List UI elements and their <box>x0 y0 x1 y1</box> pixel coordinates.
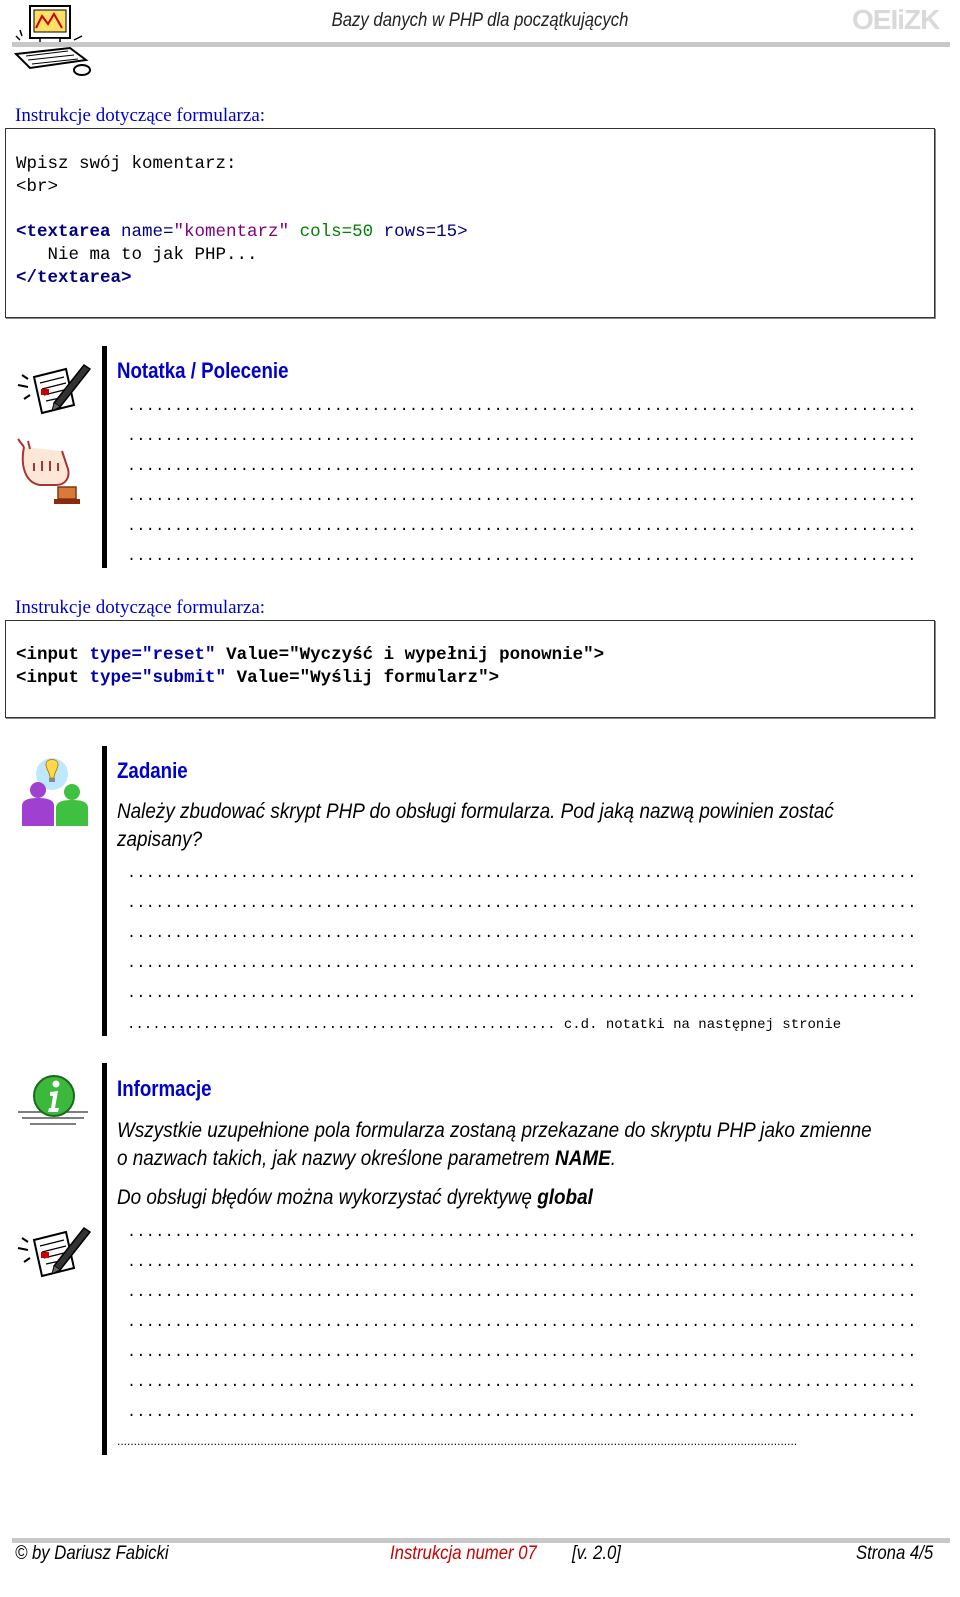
code-box-inputs <box>5 620 935 718</box>
dot-line: .................................................................................... <box>127 985 917 1002</box>
code-text: Nie ma to jak PHP... <box>16 245 258 265</box>
stamp-hand-icon <box>16 437 82 507</box>
dot-line: .................................................................................... <box>127 458 917 475</box>
dot-line: .................................................................................... <box>127 895 917 912</box>
people-idea-icon <box>16 756 94 830</box>
code-text: <br> <box>16 177 59 197</box>
code-text: Value="Wyczyść i wypełnij ponownie"> <box>226 645 605 665</box>
info-text-line <box>117 1184 593 1212</box>
info-panel-title: Informacje <box>117 1076 212 1101</box>
task-text-line: Należy zbudować skrypt PHP do obsługi formularza. Pod jaką nazwą powinien zostać <box>117 800 834 823</box>
code-line <box>16 153 237 176</box>
dot-line: .................................................................................... <box>127 518 917 535</box>
info-text-part: Do obsługi błędów można wykorzystać dyrektywę <box>117 1186 538 1209</box>
code-attr: name= <box>121 222 174 242</box>
info-text-bold: global <box>537 1186 593 1209</box>
dot-line: .................................................................................... <box>127 548 917 565</box>
code-tag: > <box>457 222 468 242</box>
info-text-part: o nazwach takich, jak nazwy określone parametrem <box>117 1147 556 1170</box>
code-attr: type="submit" <box>89 668 227 688</box>
footer-page: Strona 4/5 <box>856 1543 934 1564</box>
dot-line: .................................................................................... <box>127 1344 917 1361</box>
note-pen-icon <box>14 355 94 425</box>
code-string: "komentarz" <box>173 222 290 242</box>
code-text: Wpisz swój komentarz: <box>16 154 237 174</box>
code-line <box>16 221 468 244</box>
info-panel-bar <box>102 1063 107 1455</box>
footer-instruction: Instrukcja numer 07 <box>390 1543 537 1564</box>
task-panel-bar <box>102 746 107 1036</box>
info-text-bold: NAME <box>555 1147 611 1170</box>
dot-line: .................................................................................... <box>127 1374 917 1391</box>
section2-heading: Instrukcje dotyczące formularza: <box>15 597 266 618</box>
info-icon <box>14 1070 92 1134</box>
code-tag: <input <box>16 668 80 688</box>
dot-line: ............................................................................................................................................................................................................ <box>117 1434 798 1448</box>
dot-line: .................................................................................... <box>127 1314 917 1331</box>
dot-line: .................................................................................... <box>127 1254 917 1271</box>
code-line <box>16 176 58 199</box>
dot-line: .................................................................................... <box>127 1404 917 1421</box>
code-attr: rows=15 <box>383 222 458 242</box>
dot-line: .................................................................................... <box>127 428 917 445</box>
code-attr: type="reset" <box>89 645 216 665</box>
dot-line: .................................................................................... <box>127 955 917 972</box>
code-box-textarea <box>5 128 935 318</box>
code-attr: cols=50 <box>299 222 374 242</box>
note-panel-bar <box>102 346 107 568</box>
header-title: Bazy danych w PHP dla początkujących <box>331 10 629 31</box>
logo-text: OEIiZK <box>852 4 940 35</box>
dot-line: .................................................................................... <box>127 1284 917 1301</box>
code-line <box>16 267 132 290</box>
code-tag: <textarea <box>16 222 111 242</box>
info-text-line: Wszystkie uzupełnione pola formularza zostaną przekazane do skryptu PHP jako zmienne <box>117 1119 872 1142</box>
section1-heading: Instrukcje dotyczące formularza: <box>15 105 266 126</box>
dot-line: .................................................................................... <box>127 488 917 505</box>
code-tag: </textarea> <box>16 268 132 288</box>
note-pen-icon <box>14 1218 94 1288</box>
task-text-line: zapisany? <box>117 828 203 851</box>
code-line <box>16 667 499 690</box>
footer-version: [v. 2.0] <box>572 1543 621 1564</box>
code-tag: <input <box>16 645 80 665</box>
info-text-part: . <box>610 1147 616 1170</box>
header-rule <box>12 42 950 47</box>
task-panel-title: Zadanie <box>117 758 188 783</box>
note-panel-title: Notatka / Polecenie <box>117 358 289 383</box>
dot-line: .................................................................................... <box>127 1224 917 1241</box>
footer-author: © by Dariusz Fabicki <box>15 1543 169 1564</box>
dot-line: .................................................................................... <box>127 398 917 415</box>
code-line <box>16 244 258 267</box>
header-logo <box>852 4 939 36</box>
dot-line: .................................................................................... <box>127 865 917 882</box>
code-line <box>16 644 604 667</box>
continued-note: ................................................... c.d. notatki na następnej stronie <box>127 1017 842 1033</box>
code-text: Value="Wyślij formularz"> <box>236 668 500 688</box>
dot-line: .................................................................................... <box>127 925 917 942</box>
info-text-line <box>117 1145 616 1173</box>
